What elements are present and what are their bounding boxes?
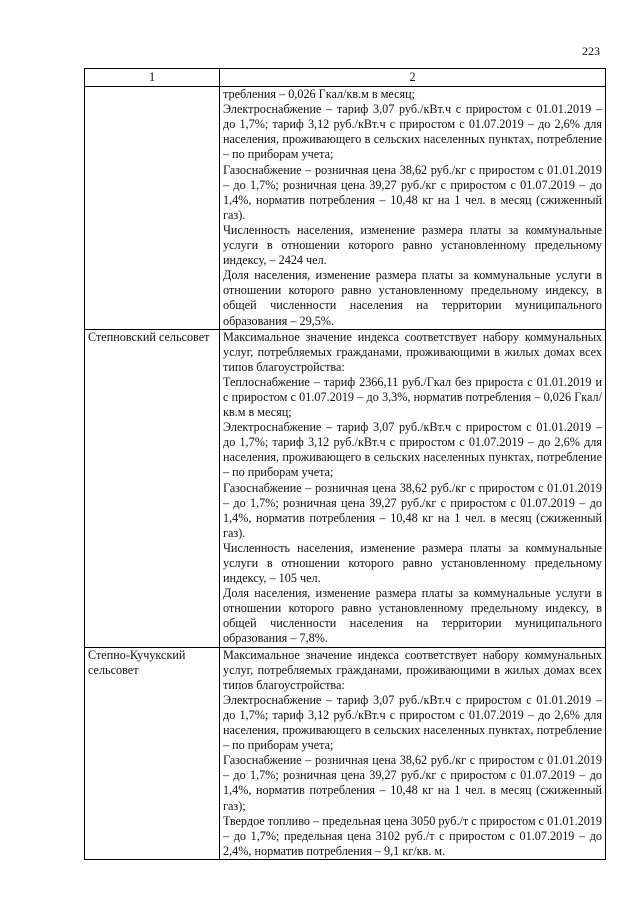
table-row-continuation [85, 87, 606, 330]
paragraph: Максимальное значение индекса соответствует набору коммунальных услуг, потребляемых гражданами, проживающими в жилых домах всех типов благоустройства: [223, 647, 602, 692]
table-row-stepnovsky [85, 329, 606, 647]
paragraph: Газоснабжение – розничная цена 38,62 руб./кг с приростом с 01.01.2019 – до 1,7%; розничная цена 39,27 руб./кг с приростом с 01.07.2019 – до 1,4%, норматив потребления – 10,48 кг на 1 чел. в месяц (сжиженный газ). [223, 162, 602, 222]
municipality-name: Степно-Кучукский сельсовет [85, 647, 220, 859]
paragraph: Максимальное значение индекса соответствует набору коммунальных услуг, потребляемых гражданами, проживающими в жилых домах всех типов благоустройства: [223, 329, 602, 374]
paragraph: Численность населения, изменение размера платы за коммунальные услуги в отношении которого равно установленному предельному индексу, – 2424 чел. [223, 222, 602, 268]
tariff-description [220, 329, 606, 647]
paragraph: Твердое топливо – предельная цена 3050 руб./т с приростом с 01.01.2019 – до 1,7%; предельная цена 3102 руб./т с приростом с 01.07.2019 – до 2,4%, норматив потребления – 9,1 кг/кв. м. [223, 813, 602, 858]
paragraph: Электроснабжение – тариф 3,07 руб./кВт.ч с приростом с 01.01.2019 – до 1,7%; тариф 3,12 руб./кВт.ч с приростом с 01.07.2019 – до 2,6% для населения, проживающего в сельских населенных пунктах, потребление – по приборам учета; [223, 692, 602, 753]
municipality-name: Степновский сельсовет [85, 329, 220, 647]
column-header-2: 2 [220, 69, 606, 87]
paragraph: Доля населения, изменение размера платы за коммунальные услуги в отношении которого равно установленному предельному индексу, в общей численности населения на территории муниципального образования – 7,8%. [223, 586, 602, 646]
paragraph: Теплоснабжение – тариф 2366,11 руб./Гкал без прироста с 01.01.2019 и с приростом с 01.07.2019 – до 3,3%, норматив потребления – 0,026 Гкал/кв.м в месяц; [223, 374, 602, 420]
municipality-name [85, 87, 220, 330]
table-row-stepno-kuchuksky [85, 647, 606, 859]
paragraph: Доля населения, изменение размера платы за коммунальные услуги в отношении которого равно установленному предельному индексу, в общей численности населения на территории муниципального образования – 29,5%. [223, 268, 602, 328]
paragraph: Численность населения, изменение размера платы за коммунальные услуги в отношении которого равно установленному предельному индексу, – 105 чел. [223, 540, 602, 586]
tariff-table [84, 68, 606, 860]
paragraph: Электроснабжение – тариф 3,07 руб./кВт.ч с приростом с 01.01.2019 – до 1,7%; тариф 3,12 руб./кВт.ч с приростом с 01.07.2019 – до 2,6% для населения, проживающего в сельских населенных пунктах, потребление – по приборам учета; [223, 420, 602, 480]
paragraph: Газоснабжение – розничная цена 38,62 руб./кг с приростом с 01.01.2019 – до 1,7%; розничная цена 39,27 руб./кг с приростом с 01.07.2019 – до 1,4%, норматив потребления – 10,48 кг на 1 чел. в месяц (сжиженный газ); [223, 753, 602, 813]
tariff-description [220, 647, 606, 859]
page-number: 223 [582, 44, 600, 58]
tariff-description [220, 87, 606, 330]
paragraph: Газоснабжение – розничная цена 38,62 руб./кг с приростом с 01.01.2019 – до 1,7%; розничная цена 39,27 руб./кг с приростом с 01.07.2019 – до 1,4%, норматив потребления – 10,48 кг на 1 чел. в месяц (сжиженный газ). [223, 480, 602, 540]
paragraph: Электроснабжение – тариф 3,07 руб./кВт.ч с приростом с 01.01.2019 – до 1,7%; тариф 3,12 руб./кВт.ч с приростом с 01.07.2019 – до 2,6% для населения, проживающего в сельских населенных пунктах, потребление – по приборам учета; [223, 102, 602, 162]
column-header-1: 1 [85, 69, 220, 87]
paragraph: требления – 0,026 Гкал/кв.м в месяц; [223, 87, 416, 102]
table-header-row [85, 69, 606, 87]
